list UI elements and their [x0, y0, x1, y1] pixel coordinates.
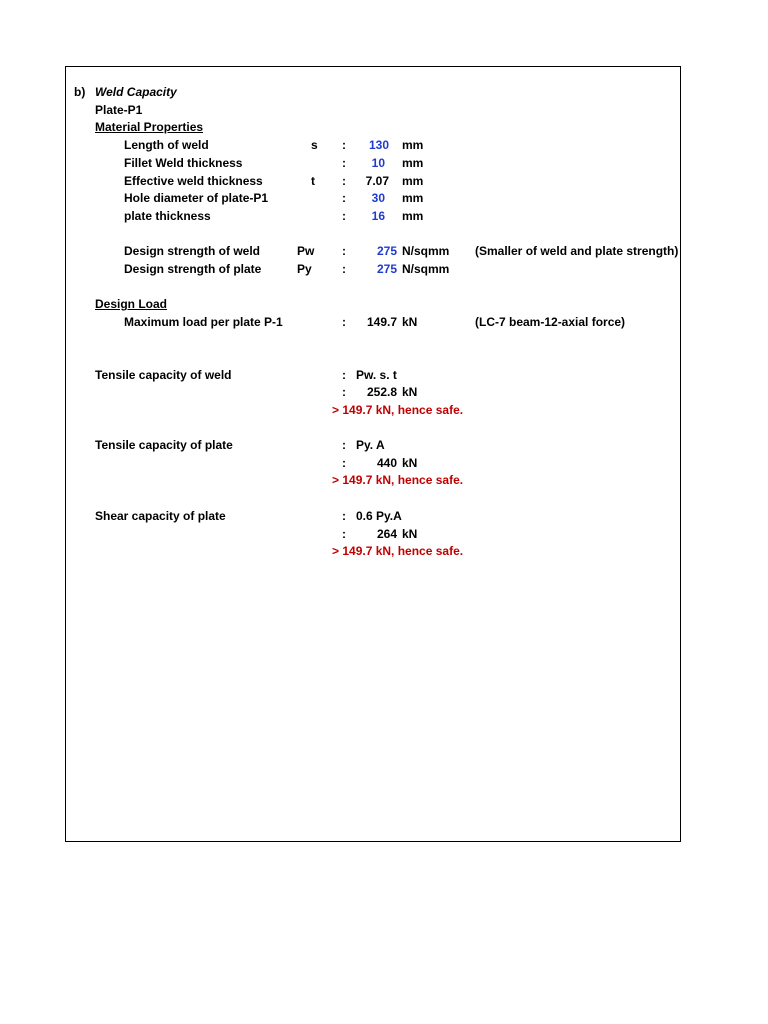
- row-separator: :: [342, 138, 346, 152]
- row-symbol: Pw: [297, 244, 315, 258]
- section-label: b): [74, 85, 86, 99]
- row-label: plate thickness: [124, 209, 211, 223]
- check-result: > 149.7 kN, hence safe.: [332, 403, 464, 417]
- check-formula: Pw. s. t: [356, 368, 397, 382]
- check-result: > 149.7 kN, hence safe.: [332, 473, 464, 487]
- row-value: 275: [376, 262, 397, 276]
- row-symbol: t: [311, 174, 315, 188]
- design-load-heading: Design Load: [95, 297, 168, 311]
- row-separator: :: [342, 156, 346, 170]
- row-value: 130: [368, 138, 389, 152]
- row-label: Effective weld thickness: [124, 174, 263, 188]
- check-unit: kN: [402, 385, 418, 399]
- check-unit: kN: [402, 456, 418, 470]
- check-unit: kN: [402, 527, 418, 541]
- check-value: 440: [376, 456, 397, 470]
- row-value: 16: [371, 209, 385, 223]
- row-label: Design strength of plate: [124, 262, 262, 276]
- load-unit: kN: [402, 315, 418, 329]
- row-unit: mm: [402, 138, 424, 152]
- load-label: Maximum load per plate P-1: [124, 315, 283, 329]
- plate-name: Plate-P1: [95, 103, 143, 117]
- check-label: Tensile capacity of weld: [95, 368, 232, 382]
- check-value: 264: [376, 527, 397, 541]
- row-label: Design strength of weld: [124, 244, 261, 258]
- check-separator: :: [342, 456, 346, 470]
- row-value: 275: [376, 244, 397, 258]
- row-unit: mm: [402, 174, 424, 188]
- row-separator: :: [342, 209, 346, 223]
- row-value: 30: [371, 191, 385, 205]
- row-unit: N/sqmm: [402, 262, 450, 276]
- check-separator: :: [342, 368, 346, 382]
- load-separator: :: [342, 315, 346, 329]
- check-label: Tensile capacity of plate: [95, 438, 233, 452]
- row-unit: mm: [402, 156, 424, 170]
- row-symbol: s: [311, 138, 318, 152]
- row-label: Fillet Weld thickness: [124, 156, 243, 170]
- row-unit: N/sqmm: [402, 244, 450, 258]
- check-formula: Py. A: [356, 438, 385, 452]
- load-value: 149.7: [366, 315, 397, 329]
- check-formula: 0.6 Py.A: [356, 509, 402, 523]
- check-separator: :: [342, 385, 346, 399]
- row-label: Hole diameter of plate-P1: [124, 191, 269, 205]
- row-separator: :: [342, 262, 346, 276]
- row-unit: mm: [402, 191, 424, 205]
- row-unit: mm: [402, 209, 424, 223]
- material-heading: Material Properties: [95, 120, 204, 134]
- check-separator: :: [342, 438, 346, 452]
- check-separator: :: [342, 527, 346, 541]
- check-value: 252.8: [366, 385, 397, 399]
- row-label: Length of weld: [124, 138, 209, 152]
- row-value: 7.07: [365, 174, 389, 188]
- row-symbol: Py: [297, 262, 312, 276]
- calculation-sheet: [65, 66, 681, 842]
- check-label: Shear capacity of plate: [95, 509, 226, 523]
- row-value: 10: [371, 156, 385, 170]
- check-separator: :: [342, 509, 346, 523]
- row-separator: :: [342, 244, 346, 258]
- load-note: (LC-7 beam-12-axial force): [475, 315, 626, 329]
- row-note: (Smaller of weld and plate strength): [475, 244, 679, 258]
- check-result: > 149.7 kN, hence safe.: [332, 544, 464, 558]
- row-separator: :: [342, 191, 346, 205]
- row-separator: :: [342, 174, 346, 188]
- section-title: Weld Capacity: [95, 85, 177, 99]
